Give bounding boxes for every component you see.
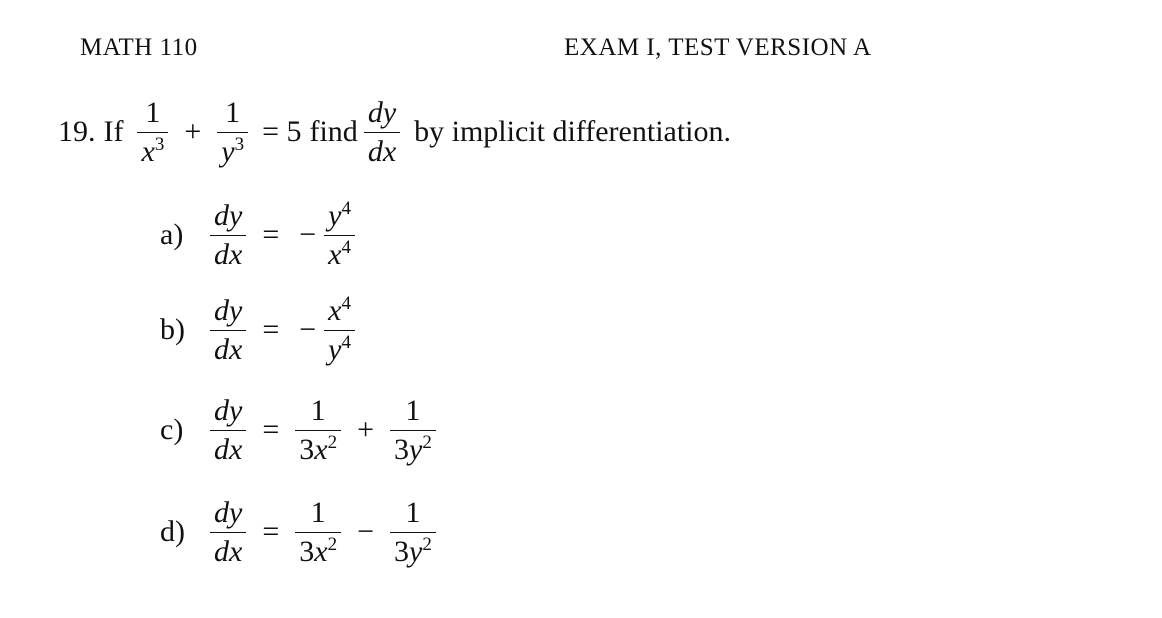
option-c[interactable]: [160, 385, 442, 475]
fraction-bar: [364, 132, 400, 133]
option-d[interactable]: [160, 487, 442, 577]
question-19: [58, 92, 739, 172]
derivative-dy-dx: [364, 97, 400, 167]
course-title: MATH 110: [80, 34, 198, 61]
option-label: a): [160, 218, 184, 251]
fraction-one-over-y-cubed: [217, 97, 248, 167]
equals-five: = 5: [262, 115, 302, 148]
numerator: 1: [145, 96, 161, 129]
question-tail: by implicit differentiation.: [414, 115, 732, 148]
fraction-one-over-x-cubed: [137, 97, 168, 167]
term-two: $\frac{1}{3y^2}$: [390, 395, 436, 465]
equals-sign: =: [262, 313, 280, 346]
lhs-derivative: $\frac{dy}{dx}$: [210, 295, 246, 365]
term-one: $\frac{1}{3x^2}$: [295, 395, 341, 465]
minus-sign: −: [357, 515, 374, 548]
option-label: b): [160, 313, 185, 346]
fraction-bar: [217, 132, 248, 133]
minus-sign: −: [299, 313, 317, 346]
if-word: If: [103, 115, 124, 148]
lhs-derivative: $\frac{dy}{dx}$: [210, 200, 246, 270]
denominator: $y^3$: [221, 133, 245, 168]
denominator: dx: [367, 134, 397, 168]
plus-sign: +: [184, 115, 202, 148]
exam-title: EXAM I, TEST VERSION A: [564, 34, 872, 61]
numerator: dy: [367, 96, 397, 129]
option-a[interactable]: [160, 190, 361, 280]
equals-sign: =: [262, 413, 280, 446]
term-one: $\frac{1}{3x^2}$: [295, 497, 341, 567]
lhs-derivative: $\frac{dy}{dx}$: [210, 497, 246, 567]
option-label: d): [160, 515, 185, 548]
option-b[interactable]: [160, 285, 361, 375]
fraction-bar: [137, 132, 168, 133]
question-number: 19.: [58, 115, 96, 148]
rhs-fraction: $\frac{y^4}{x^4}$: [324, 200, 355, 270]
minus-sign: −: [299, 218, 317, 251]
rhs-fraction: $\frac{x^4}{y^4}$: [324, 295, 355, 365]
equals-sign: =: [262, 515, 280, 548]
term-two: $\frac{1}{3y^2}$: [390, 497, 436, 567]
lhs-derivative: $\frac{dy}{dx}$: [210, 395, 246, 465]
find-word: find: [309, 115, 358, 148]
numerator: 1: [225, 96, 241, 129]
denominator: $x^3$: [141, 133, 165, 168]
option-label: c): [160, 413, 184, 446]
equals-sign: =: [262, 218, 280, 251]
plus-sign: +: [357, 413, 374, 446]
